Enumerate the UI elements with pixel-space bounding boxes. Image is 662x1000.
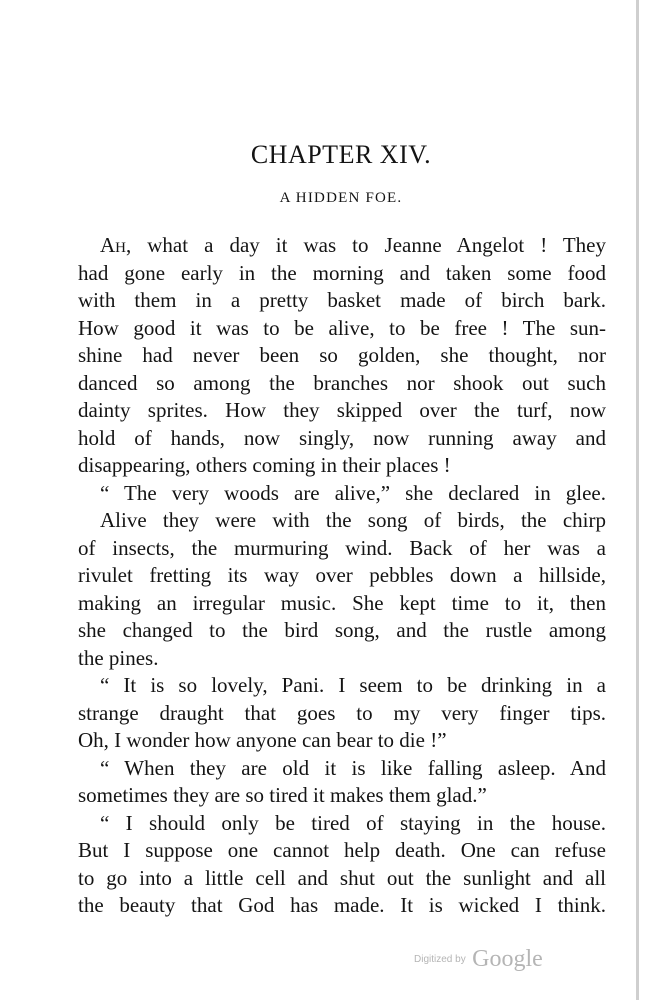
text-line: “ When they are old it is like falling asleep. And: [100, 755, 606, 780]
text-line: making an irregular music. She kept time to it, then: [78, 590, 606, 615]
text-line: had gone early in the morning and taken some food: [78, 260, 606, 285]
text-line: she changed to the bird song, and the rustle among: [78, 618, 606, 642]
text-line: rivulet fretting its way over pebbles down a hillside,: [78, 563, 606, 587]
text-line: danced so among the branches nor shook out such: [78, 370, 606, 395]
text-line: “ The very woods are alive,” she declared in glee.: [100, 480, 606, 505]
body-text: [78, 232, 606, 920]
text-line: Oh, I wonder how anyone can bear to die !”: [78, 728, 447, 752]
text-line: the pines.: [78, 645, 159, 670]
text-line: with them in a pretty basket made of birch bark.: [78, 288, 606, 312]
text-line-rest: , what a day it was to Jeanne Angelot ! They: [126, 233, 606, 257]
watermark-prefix: Digitized by: [414, 954, 466, 965]
text-line: disappearing, others coming in their places !: [78, 453, 451, 477]
text-line: Alive they were with the song of birds, the chirp: [100, 508, 606, 532]
text-line: strange draught that goes to my very finger tips.: [78, 700, 606, 725]
text-line: “ It is so lovely, Pani. I seem to be drinking in a: [100, 673, 606, 697]
text-line: shine had never been so golden, she thought, nor: [78, 343, 606, 367]
drop-word: Ah: [100, 233, 126, 257]
text-line: dainty sprites. How they skipped over the turf, now: [78, 398, 606, 422]
chapter-title: CHAPTER XIV.: [250, 140, 432, 169]
text-line: [78, 232, 606, 260]
text-line: to go into a little cell and shut out the sunlight and all: [78, 865, 606, 890]
text-line: “ I should only be tired of staying in the house.: [100, 810, 606, 835]
digitized-watermark: [414, 946, 543, 973]
text-line: of insects, the murmuring wind. Back of her was a: [78, 535, 606, 560]
text-line: How good it was to be alive, to be free ! The sun-: [78, 315, 606, 340]
watermark-brand: Google: [472, 946, 543, 972]
text-line: hold of hands, now singly, now running away and: [78, 425, 606, 450]
text-line: But I suppose one cannot help death. One can refuse: [78, 838, 606, 862]
text-line: sometimes they are so tired it makes them glad.”: [78, 783, 487, 807]
chapter-subtitle: A HIDDEN FOE.: [279, 190, 403, 206]
text-line: the beauty that God has made. It is wicked I think.: [78, 893, 606, 917]
